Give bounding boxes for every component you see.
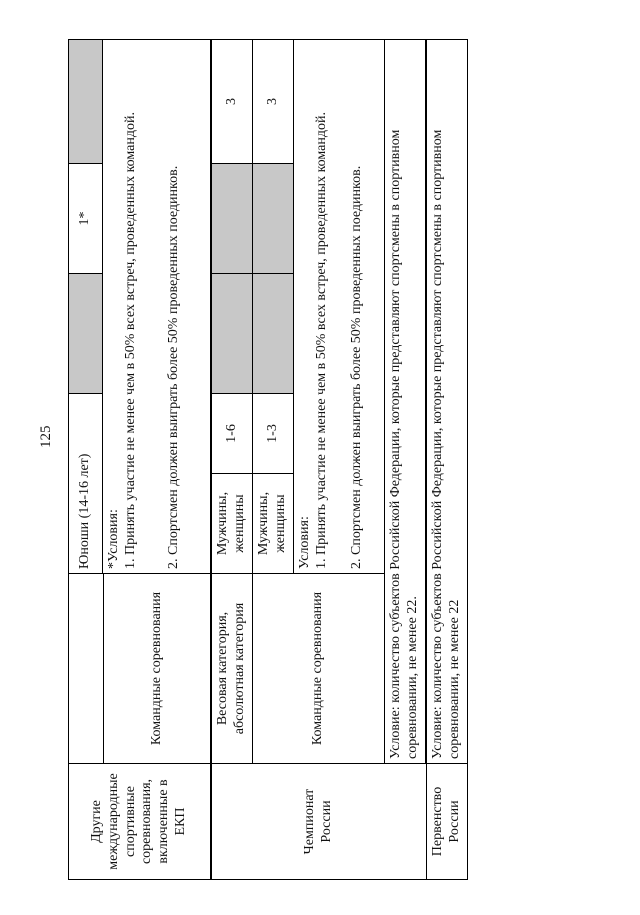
empty-discipline-cell — [69, 574, 104, 764]
places-cell: 1-6 — [211, 394, 253, 474]
qualification-table — [68, 39, 468, 880]
quantity-cell: 3 — [252, 40, 293, 164]
condition-1: 1. Принять участие не менее чем в 50% всех встреч, проведенных командой. — [313, 112, 329, 569]
conditions-title: Условия: — [296, 516, 312, 569]
age-group-cell: Юноши (14-16 лет) — [69, 394, 103, 574]
condition-1: 1. Принять участие не менее чем в 50% всех встреч, проведенных командой. — [123, 112, 139, 569]
places-cell: 1-3 — [252, 394, 293, 474]
gender-cell: Мужчины, женщины — [211, 474, 253, 574]
discipline-team: Командные соревнования — [104, 574, 211, 764]
shaded-cell — [69, 40, 103, 164]
quantity-cell: 3 — [211, 40, 253, 164]
team-conditions-championship — [293, 40, 384, 574]
competition-name-first-russia: Первенство России — [426, 764, 467, 880]
team-conditions-intl — [103, 40, 211, 574]
gender-cell: Мужчины, женщины — [252, 474, 293, 574]
page-number: 125 — [38, 425, 54, 448]
rotated-table-container — [68, 40, 468, 880]
shaded-cell — [252, 274, 293, 394]
discipline-weight: Весовая категория, абсолютная категория — [211, 574, 253, 764]
subjects-condition-championship: Условие: количество субъектов Российской Федерации, которые представляют спортсмены в спортивном соревновании, не менее 22. — [384, 40, 425, 764]
subjects-condition-first-russia: Условие: количество субъектов Российской Федерации, которые представляют спортсмены в спортивном соревновании, не менее 22 — [426, 40, 467, 764]
competition-name-other-intl: Другие международные спортивные соревнования, включенные в ЕКП — [69, 764, 211, 880]
shaded-cell — [252, 164, 293, 274]
places-cell: 1* — [69, 164, 103, 274]
shaded-cell — [211, 274, 253, 394]
discipline-team: Командные соревнования — [252, 574, 384, 764]
shaded-cell — [69, 274, 103, 394]
shaded-cell — [211, 164, 253, 274]
conditions-title: *Условия: — [106, 509, 122, 569]
condition-2: 2. Спортсмен должен выиграть более 50% проведенных поединков. — [348, 165, 364, 569]
condition-2: 2. Спортсмен должен выиграть более 50% проведенных поединков. — [165, 165, 181, 569]
competition-name-championship: Чемпионат России — [211, 764, 426, 880]
